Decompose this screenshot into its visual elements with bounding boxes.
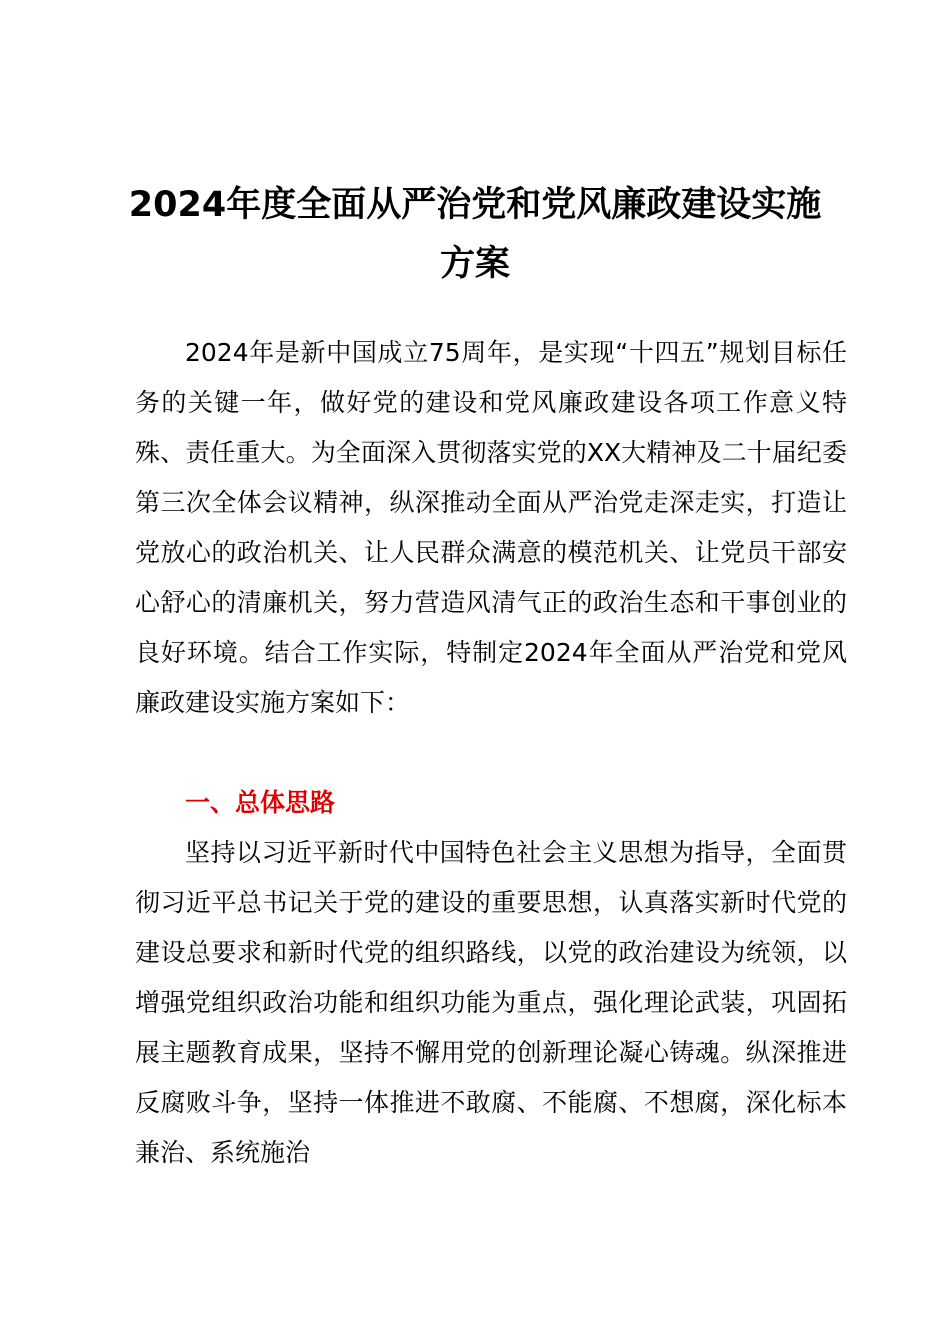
intro-paragraph: 2024年是新中国成立75周年，是实现“十四五”规划目标任务的关键一年，做好党的建设和党风廉政建设各项工作意义特殊、责任重大。为全面深入贯彻落实党的XX大精神及二十届纪委第三次全体会议精神，纵深推动全面从严治党走深走实，打造让党放心的政治机关、让人民群众满意的模范机关、让党员干部安心舒心的清廉机关，努力营造风清气正的政治生态和干事创业的良好环境。结合工作实际，特制定2024年全面从严治党和党风廉政建设实施方案如下： (135, 338, 847, 717)
document-title: 2024年度全面从严治党和党风廉政建设实施方案 (128, 185, 822, 284)
section-paragraph: 坚持以习近平新时代中国特色社会主义思想为指导，全面贯彻习近平总书记关于党的建设的重要思想，认真落实新时代党的建设总要求和新时代党的组织路线，以党的政治建设为统领，以增强党组织政治功能和组织功能为重点，强化理论武装，巩固拓展主题教育成果，坚持不懈用党的创新理论凝心铸魂。纵深推进反腐败斗争，坚持一体推进不敢腐、不能腐、不想腐，深化标本兼治、系统施治 (135, 838, 847, 1167)
section-heading: 一、总体思路 (185, 788, 336, 817)
